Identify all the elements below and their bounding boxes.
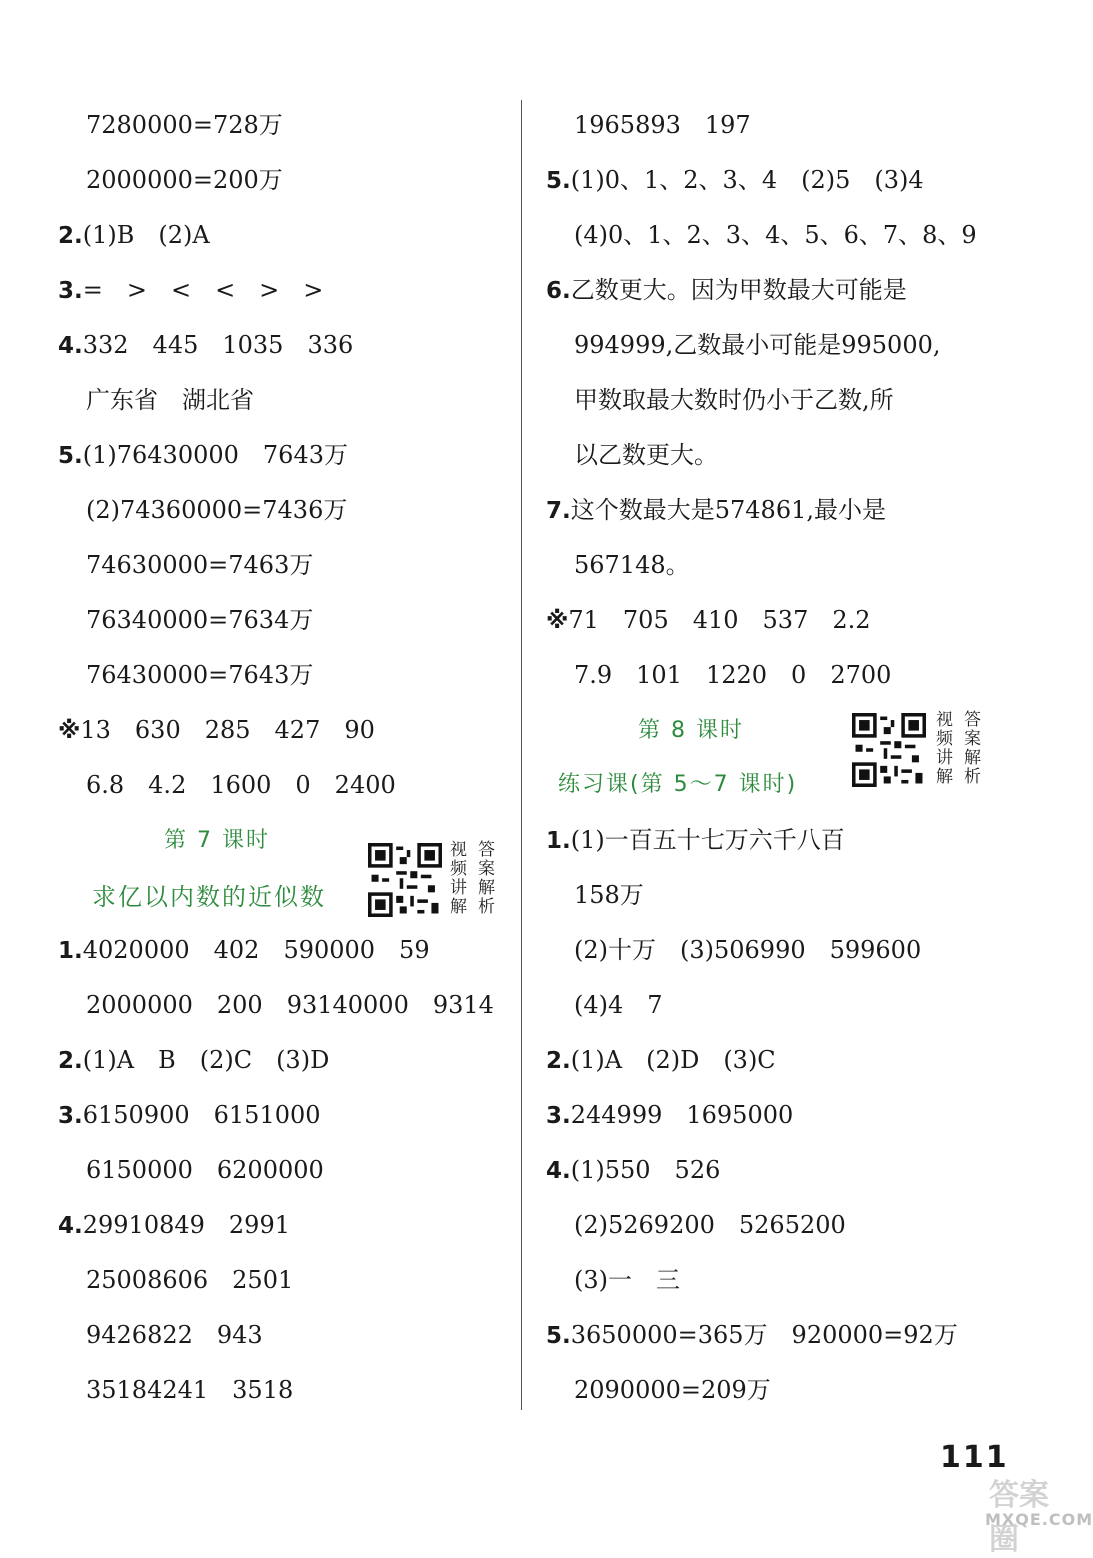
- answer-line: [58, 373, 508, 428]
- question-number: 5.: [546, 1323, 571, 1349]
- answer-text: (1)0、1、2、3、4 (2)5 (3)4: [570, 166, 924, 194]
- answer-line: [546, 923, 1006, 978]
- answer-text: 994999,乙数最小可能是995000,: [574, 331, 941, 359]
- answer-text: 6.8 4.2 1600 0 2400: [86, 771, 396, 799]
- answer-line: [546, 1363, 1006, 1418]
- answer-text: (4)0、1、2、3、4、5、6、7、8、9: [574, 221, 977, 249]
- answer-line: [58, 98, 508, 153]
- answer-line: [546, 1033, 1006, 1088]
- answer-text: (1)A (2)D (3)C: [570, 1046, 776, 1074]
- answer-line: [58, 153, 508, 208]
- answer-text: (1)550 526: [570, 1156, 721, 1184]
- answer-line: [546, 483, 1006, 538]
- question-number: 3.: [546, 1103, 571, 1129]
- lesson-8-header: [546, 703, 1006, 813]
- answer-text: 4020000 402 590000 59: [82, 936, 430, 964]
- answer-text: 2090000=209万: [574, 1376, 771, 1404]
- answer-line: [58, 1198, 508, 1253]
- question-number: 4.: [58, 333, 83, 359]
- question-number: 1.: [58, 938, 83, 964]
- answer-line: [546, 318, 1006, 373]
- qr-label-video: 视 频 讲 解: [936, 710, 953, 787]
- question-number: 5.: [58, 443, 83, 469]
- answer-text: (3)一 三: [574, 1266, 680, 1294]
- answer-text: 7.9 101 1220 0 2700: [574, 661, 892, 689]
- answer-line: [546, 648, 1006, 703]
- column-divider: [521, 100, 522, 1410]
- answer-text: (2)74360000=7436万: [86, 496, 348, 524]
- answer-text: (1)一百五十七万六千八百: [570, 826, 845, 854]
- answer-text: 以乙数更大。: [574, 441, 718, 469]
- answer-line: [58, 318, 508, 373]
- answer-text: 35184241 3518: [86, 1376, 294, 1404]
- answer-line: [58, 703, 508, 758]
- answer-line: [546, 1308, 1006, 1363]
- answer-line: [58, 758, 508, 813]
- answer-line: [58, 483, 508, 538]
- answer-text: (4)4 7: [574, 991, 663, 1019]
- answer-line: [58, 593, 508, 648]
- answer-text: 74630000=7463万: [86, 551, 314, 579]
- answer-line: [546, 1143, 1006, 1198]
- answer-text: 76430000=7643万: [86, 661, 314, 689]
- answer-line: [546, 538, 1006, 593]
- answer-text: 244999 1695000: [570, 1101, 794, 1129]
- answer-text: 71 705 410 537 2.2: [568, 606, 871, 634]
- page-number: 111: [940, 1440, 1009, 1475]
- answer-text: (2)十万 (3)506990 599600: [574, 936, 922, 964]
- qr-code-icon[interactable]: [368, 843, 442, 917]
- qr-code-icon[interactable]: [852, 713, 926, 787]
- answer-line: [58, 1033, 508, 1088]
- answer-line: [58, 923, 508, 978]
- answer-line: [546, 1253, 1006, 1308]
- answer-text: 3650000=365万 920000=92万: [570, 1321, 958, 1349]
- question-number: 2.: [546, 1048, 571, 1074]
- left-column: [58, 98, 508, 1418]
- answer-line: [546, 373, 1006, 428]
- question-number: ※: [58, 718, 81, 744]
- answer-text: 2000000 200 93140000 9314: [86, 991, 494, 1019]
- question-number: 2.: [58, 1048, 83, 1074]
- qr-label-answer: 答 案 解 析: [964, 710, 981, 787]
- answer-line: [546, 428, 1006, 483]
- question-number: 1.: [546, 828, 571, 854]
- answer-line: [546, 813, 1006, 868]
- answer-line: [546, 208, 1006, 263]
- question-number: 6.: [546, 278, 571, 304]
- answer-text: (2)5269200 5265200: [574, 1211, 846, 1239]
- watermark-logo: [985, 1470, 1093, 1557]
- question-number: 7.: [546, 498, 571, 524]
- answer-text: 158万: [574, 881, 644, 909]
- lesson-title: 第 7 课时: [164, 828, 270, 853]
- answer-text: 76340000=7634万: [86, 606, 314, 634]
- answer-line: [58, 538, 508, 593]
- answer-text: 6150900 6151000: [82, 1101, 321, 1129]
- answer-line: [58, 978, 508, 1033]
- answer-line: [546, 263, 1006, 318]
- answer-text: 这个数最大是574861,最小是: [570, 496, 886, 524]
- lesson-7-header: [58, 813, 508, 923]
- answer-text: 6150000 6200000: [86, 1156, 324, 1184]
- answer-text: 13 630 285 427 90: [80, 716, 375, 744]
- answer-line: [58, 1308, 508, 1363]
- answer-line: [58, 1363, 508, 1418]
- answer-text: 567148。: [574, 551, 690, 579]
- answer-text: 2000000=200万: [86, 166, 283, 194]
- answer-line: [58, 1253, 508, 1308]
- question-number: ※: [546, 608, 569, 634]
- lesson-subtitle: 求亿以内数的近似数: [92, 883, 326, 911]
- answer-text: (1)76430000 7643万: [82, 441, 348, 469]
- question-number: 3.: [58, 278, 83, 304]
- answer-line: [546, 1198, 1006, 1253]
- qr-label-video: 视 频 讲 解: [450, 840, 467, 917]
- answer-line: [546, 98, 1006, 153]
- answer-line: [546, 978, 1006, 1033]
- answer-line: [546, 868, 1006, 923]
- watermark-url: MXQE.COM: [985, 1510, 1093, 1529]
- answer-text: 甲数取最大数时仍小于乙数,所: [574, 386, 894, 414]
- answer-text: 7280000=728万: [86, 111, 283, 139]
- answer-text: 25008606 2501: [86, 1266, 294, 1294]
- answer-line: [58, 648, 508, 703]
- answer-text: 332 445 1035 336: [82, 331, 354, 359]
- answer-text: 广东省 湖北省: [86, 386, 254, 414]
- question-number: 4.: [58, 1213, 83, 1239]
- answer-line: [546, 153, 1006, 208]
- answer-line: [58, 208, 508, 263]
- answer-text: 乙数更大。因为甲数最大可能是: [570, 276, 907, 304]
- question-number: 5.: [546, 168, 571, 194]
- watermark-text: 答案圈: [989, 1478, 1049, 1557]
- answer-line: [58, 1143, 508, 1198]
- answer-line: [58, 428, 508, 483]
- lesson-subtitle: 练习课(第 5～7 课时): [558, 772, 798, 797]
- answer-text: (1)B (2)A: [82, 221, 210, 249]
- qr-label-answer: 答 案 解 析: [478, 840, 495, 917]
- answer-line: [58, 263, 508, 318]
- question-number: 4.: [546, 1158, 571, 1184]
- question-number: 3.: [58, 1103, 83, 1129]
- answer-text: (1)A B (2)C (3)D: [82, 1046, 330, 1074]
- answer-line: [546, 1088, 1006, 1143]
- answer-text: 9426822 943: [86, 1321, 263, 1349]
- answer-text: 1965893 197: [574, 111, 751, 139]
- lesson-title: 第 8 课时: [638, 718, 744, 743]
- question-number: 2.: [58, 223, 83, 249]
- answer-text: = > < < > >: [82, 276, 324, 304]
- answer-line: [546, 593, 1006, 648]
- answer-line: [58, 1088, 508, 1143]
- right-column: [546, 98, 1006, 1418]
- answer-text: 29910849 2991: [82, 1211, 290, 1239]
